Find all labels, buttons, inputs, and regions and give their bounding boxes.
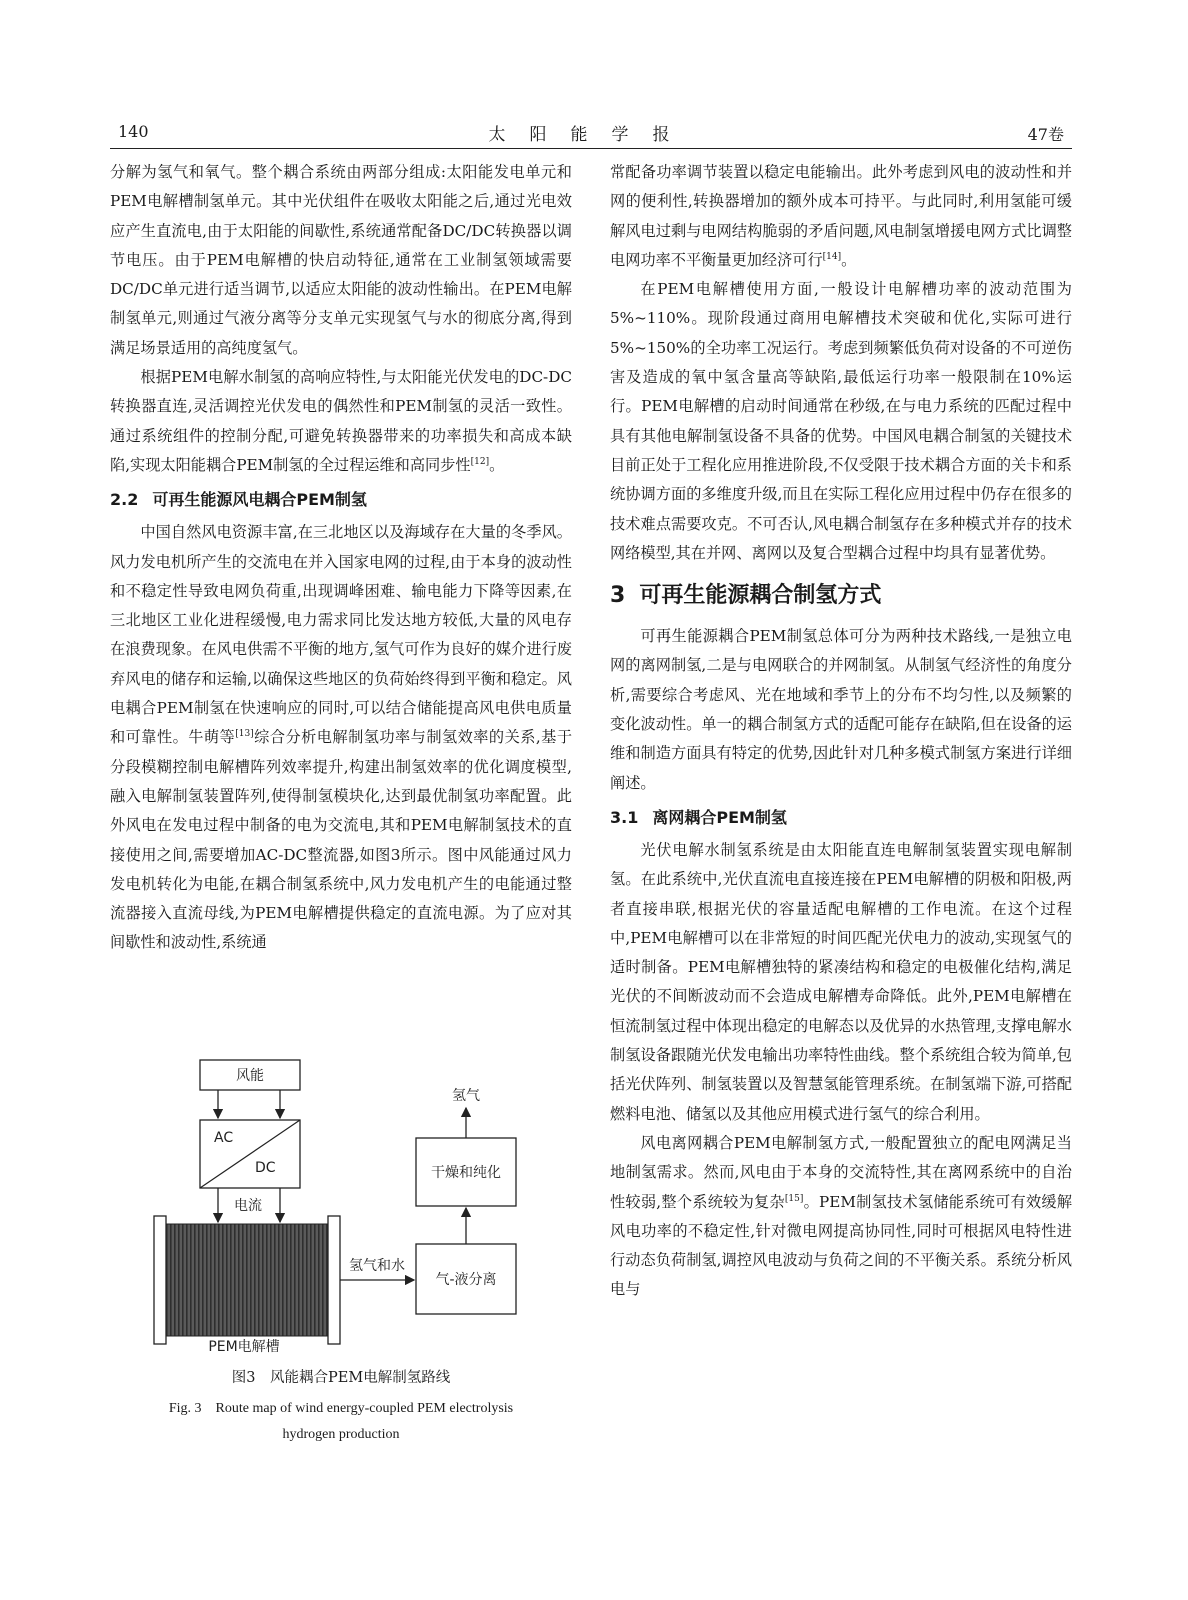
- section-title: 可再生能源风电耦合PEM制氢: [152, 490, 367, 510]
- citation: [15]: [784, 1193, 804, 1204]
- citation: [13]: [235, 729, 254, 740]
- section-number: 3: [610, 583, 626, 609]
- paragraph-text: 。: [841, 250, 857, 269]
- caption-line: Fig. 3 Route map of wind energy-coupled PEM electrolysis: [168, 1401, 514, 1416]
- right-column: [610, 158, 1072, 1305]
- citation: [12]: [470, 456, 490, 467]
- figure-diagram: [110, 1056, 572, 1356]
- paragraph-text: 中国自然风电资源丰富,在三北地区以及海域存在大量的冬季风。风力发电机所产生的交流电在并入国家电网的过程,由于本身的波动性和不稳定性导致电网负荷重,出现调峰困难、输电能力下降等因素,在三北地区工业化进程缓慢,电力需求同比发达地方较低,大量的风电存在浪费现象。在风电供需不平衡的地方,氢气可作为良好的媒介进行废弃风电的储存和运输,以确保这些地区的负荷始终得到平衡和稳定。风电耦合PEM制氢在快速响应的同时,可以结合储能提高风电供电质量和可靠性。牛萌等: [110, 523, 572, 747]
- wind-energy-label: 风能: [236, 1068, 264, 1084]
- section-number: 3.1: [610, 807, 639, 827]
- hydrogen-output-label: 氢气: [452, 1088, 480, 1104]
- caption-line: hydrogen production: [282, 1427, 400, 1442]
- drying-label: 干燥和纯化: [431, 1165, 501, 1181]
- paragraph: 可再生能源耦合PEM制氢总体可分为两种技术路线,一是独立电网的离网制氢,二是与电网联合的并网制氢。从制氢气经济性的角度分析,需要综合考虑风、光在地域和季节上的分布不均匀性,以及频繁的变化波动性。单一的耦合制氢方式的适配可能存在缺陷,但在设备的运维和制造方面具有特定的优势,因此针对几种多模式制氢方案进行详细阐述。: [610, 627, 1072, 792]
- paragraph-text: 综合分析电解制氢功率与制氢效率的关系,基于分段模糊控制电解槽阵列效率提升,构建出制氢效率的优化调度模型,融入电解制氢装置阵列,使得制氢模块化,达到最优制氢功率配置。此外风电在发电过程中制备的电为交流电,其和PEM电解制氢技术的直接使用之间,需要增加AC-DC整流器,如图3所示。图中风能通过风力发电机转化为电能,在耦合制氢系统中,风力发电机产生的电能通过整流器接入直流母线,为PEM电解槽提供稳定的直流电源。为了应对其间歇性和波动性,系统通: [110, 728, 573, 952]
- section-title: 可再生能源耦合制氢方式: [639, 583, 882, 609]
- section-heading: [110, 482, 572, 518]
- figure-caption-zh: 图3 风能耦合PEM电解制氢路线: [231, 1370, 451, 1386]
- journal-title: 太阳能学报: [488, 125, 694, 145]
- citation: [14]: [822, 251, 842, 262]
- section-number: 2.2: [110, 490, 139, 510]
- paragraph-text: 。: [489, 455, 505, 474]
- paragraph: [110, 363, 572, 480]
- subsection-heading: [610, 800, 1072, 836]
- section-title: 离网耦合PEM制氢: [652, 807, 787, 827]
- paragraph-text: 。PEM制氢技术氢储能系统可有效缓解风电功率的不稳定性,针对微电网提高协同性,同时可根据风电特性进行动态负荷制氢,调控风电波动与负荷之间的不平衡关系。系统分析风电与: [610, 1192, 1073, 1299]
- paragraph: 分解为氢气和氧气。整个耦合系统由两部分组成:太阳能发电单元和PEM电解槽制氢单元。其中光伏组件在吸收太阳能之后,通过光电效应产生直流电,由于太阳能的间歇性,系统通常配备DC/DC转换器以调节电压。由于PEM电解槽的快启动特征,通常在工业制氢领域需要DC/DC单元进行适当调节,以适应太阳能的波动性输出。在PEM电解制氢单元,则通过气液分离等分支单元实现氢气与水的彻底分离,得到满足场景适用的高纯度氢气。: [110, 163, 572, 357]
- dc-label: DC: [255, 1160, 276, 1176]
- paragraph: [610, 158, 1072, 275]
- paragraph-text: 风电离网耦合PEM电解制氢方式,一般配置独立的配电网满足当地制氢需求。然而,风电由于本身的交流特性,其在离网系统中的自治性较弱,整个系统较为复杂: [610, 1133, 1072, 1211]
- section-heading: [610, 570, 1072, 622]
- paragraph-text: 根据PEM电解水制氢的高响应特性,与太阳能光伏发电的DC-DC转换器直连,灵活调控光伏发电的偶然性和PEM制氢的灵活一致性。通过系统组件的控制分配,可避免转换器带来的功率损失和高成本缺陷,实现太阳能耦合PEM制氢的全过程运维和高同步性: [110, 368, 572, 474]
- separation-label: 气-液分离: [435, 1272, 497, 1288]
- figure-3: [110, 1056, 572, 1476]
- hydrogen-water-label: 氢气和水: [349, 1258, 405, 1274]
- paragraph: 光伏电解水制氢系统是由太阳能直连电解制氢装置实现电解制氢。在此系统中,光伏直流电直接连接在PEM电解槽的阴极和阳极,两者直接串联,根据光伏的容量适配电解槽的工作电流。在这个过程中,PEM电解槽可以在非常短的时间匹配光伏电力的波动,实现氢气的适时制备。PEM电解槽独特的紧凑结构和稳定的电极催化结构,满足光伏的不间断波动而不会造成电解槽寿命降低。此外,PEM电解槽在恒流制氢过程中体现出稳定的电解态以及优异的水热管理,支撑电解水制氢设备跟随光伏发电输出功率特性曲线。整个系统组合较为简单,包括光伏阵列、制氢装置以及智慧氢能管理系统。在制氢端下游,可搭配燃料电池、储氢以及其他应用模式进行氢气的综合利用。: [610, 840, 1072, 1123]
- paragraph-text: 常配备功率调节装置以稳定电能输出。此外考虑到风电的波动性和并网的便利性,转换器增加的额外成本可持平。与此同时,利用氢能可缓解风电过剩与电网结构脆弱的矛盾问题,风电制氢增援电网方式比调整电网功率不平衡量更加经济可行: [610, 163, 1072, 269]
- left-column: [110, 158, 572, 958]
- electrolyzer-label: PEM电解槽: [208, 1339, 280, 1355]
- end-plate-left: [154, 1216, 166, 1344]
- current-label: 电流: [234, 1198, 262, 1214]
- electrolyzer-stack: [166, 1224, 328, 1336]
- paragraph: [110, 518, 572, 957]
- ac-label: AC: [214, 1130, 234, 1146]
- paragraph: [610, 1129, 1072, 1305]
- figure-caption-en: [110, 1396, 572, 1448]
- end-plate-right: [328, 1216, 340, 1344]
- running-header: [110, 118, 1072, 149]
- paragraph: 在PEM电解槽使用方面,一般设计电解槽功率的波动范围为5%~110%。现阶段通过商用电解槽技术突破和优化,实际可进行5%~150%的全功率工况运行。考虑到频繁低负荷对设备的不可逆伤害及造成的氧中氢含量高等缺陷,最低运行功率一般限制在10%运行。PEM电解槽的启动时间通常在秒级,在与电力系统的匹配过程中具有其他电解制氢设备不具备的优势。中国风电耦合制氢的关键技术目前正处于工程化应用推进阶段,不仅受限于技术耦合方面的关卡和系统协调方面的多维度升级,而且在实际工程化应用过程中仍存在很多的技术难点需要攻克。不可否认,风电耦合制氢存在多种模式并存的技术网络模型,其在并网、离网以及复合型耦合过程中均具有显著优势。: [610, 280, 1072, 562]
- page-number: 140: [118, 122, 149, 141]
- volume-label: 47卷: [1027, 125, 1064, 144]
